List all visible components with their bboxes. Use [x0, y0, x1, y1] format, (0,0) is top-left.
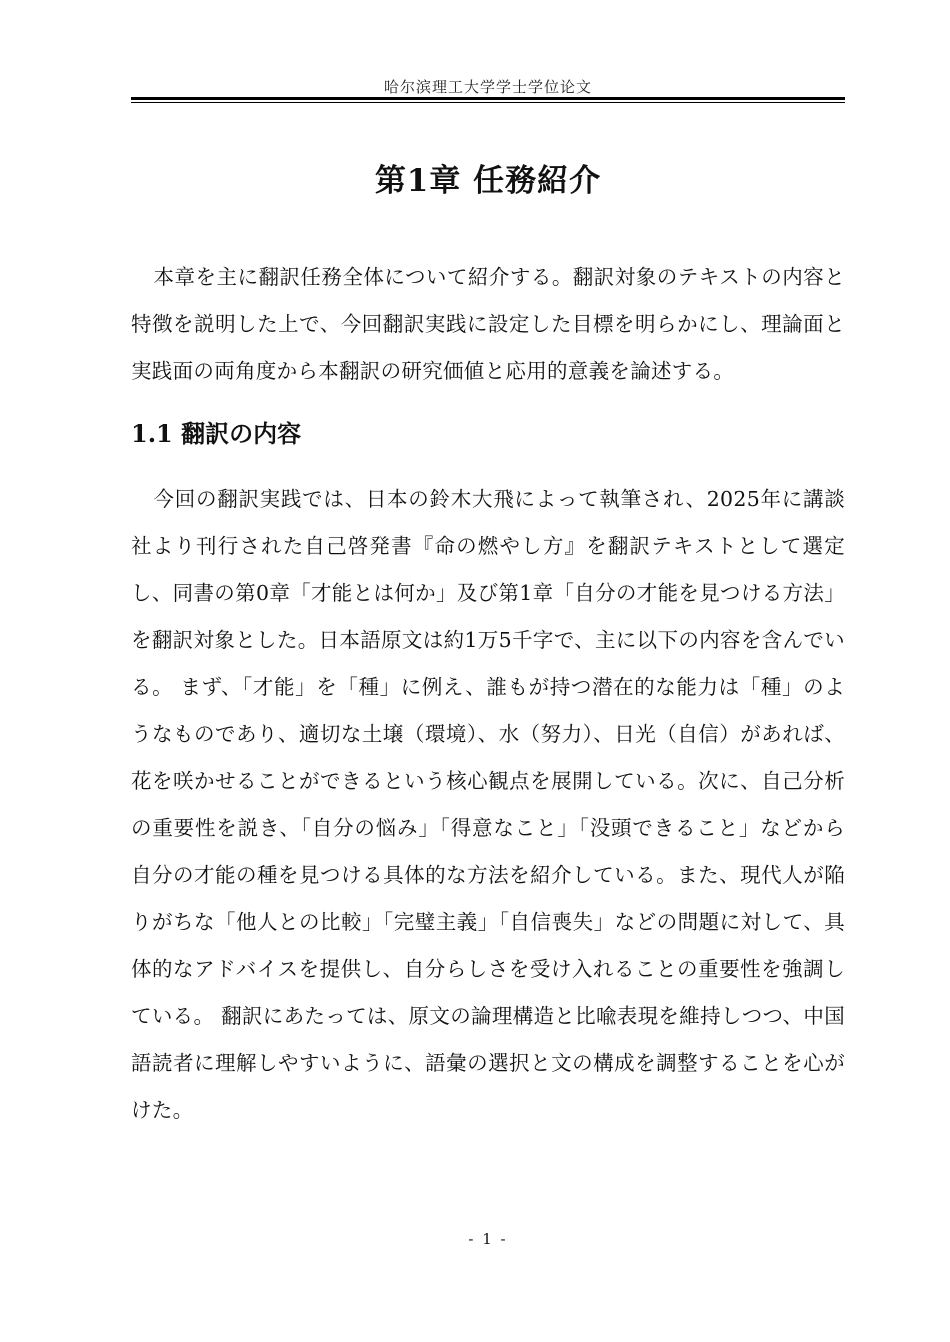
- section-paragraph: 今回の翻訳実践では、日本の鈴木大飛によって執筆され、2025年に講談社より刊行された自己啓発書『命の燃やし方』を翻訳テキストとして選定し、同書の第0章「才能とは何か」及び第1章「自分の才能を見つける方法」を翻訳対象とした。日本語原文は約1万5千字で、主に以下の内容を含んでいる。 まず、「才能」を「種」に例え、誰もが持つ潜在的な能力は「種」のようなものであり、適切な土壌（環境）、水（努力）、日光（自信）があれば、花を咲かせることができるという核心観点を展開している。次に、自己分析の重要性を説き、「自分の悩み」「得意なこと」「没頭できること」などから自分の才能の種を見つける具体的な方法を紹介している。また、現代人が陥りがちな「他人との比較」「完璧主義」「自信喪失」などの問題に対して、具体的なアドバイスを提供し、自分らしさを受け入れることの重要性を強調している。 翻訳にあたっては、原文の論理構造と比喩表現を維持しつつ、中国語読者に理解しやすいように、語彙の選択と文の構成を調整することを心がけた。: [131, 487, 845, 1122]
- section-title: 1.1 翻訳の内容: [131, 419, 302, 448]
- page-number: - 1 -: [468, 1230, 508, 1248]
- chapter-title: 第1章 任務紹介: [374, 163, 602, 199]
- running-header: 哈尔滨理工大学学士学位论文: [383, 78, 592, 96]
- header-rule-thick: [131, 97, 845, 100]
- intro-paragraph: 本章を主に翻訳任務全体について紹介する。翻訳対象のテキストの内容と特徴を説明した上で、今回翻訳実践に設定した目標を明らかにし、理論面と実践面の両角度から本翻訳の研究価値と応用的意義を論述する。: [131, 265, 845, 383]
- header-rule-thin: [131, 102, 845, 103]
